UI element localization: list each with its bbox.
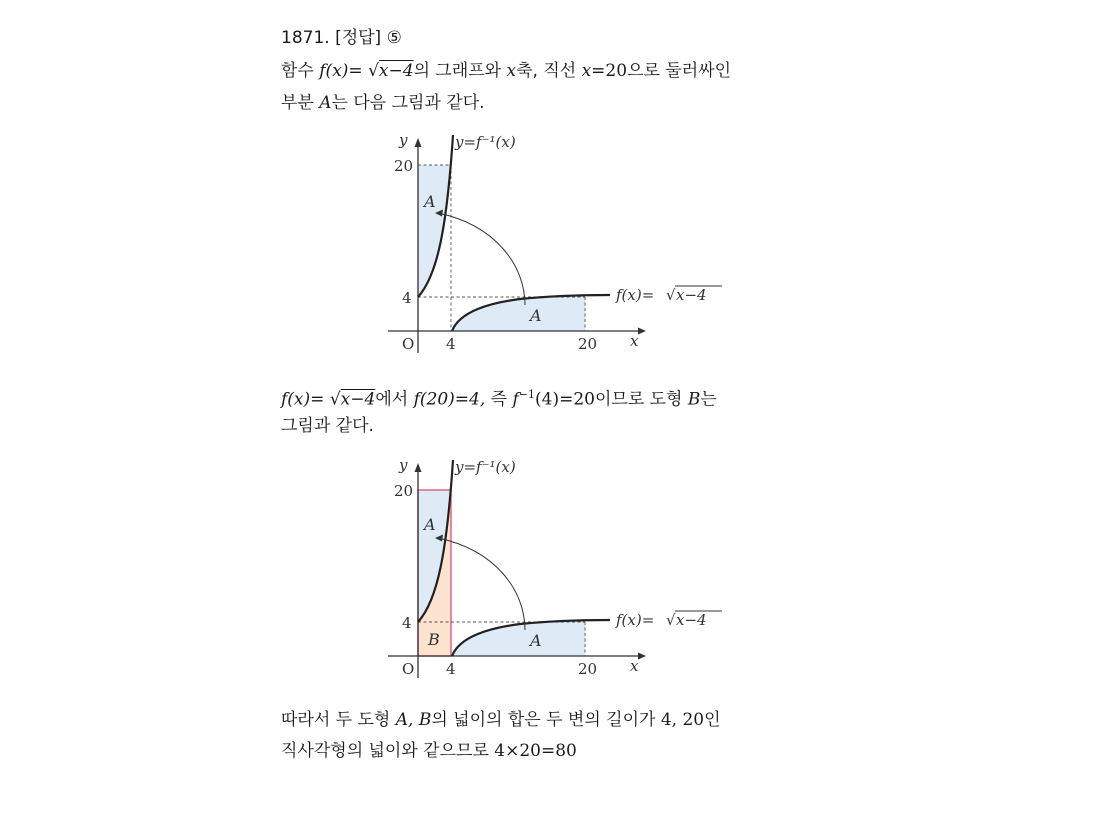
origin-label: O	[402, 660, 415, 678]
text: 축, 직선	[516, 61, 577, 81]
paragraph-4: 그림과 같다.	[281, 416, 374, 436]
math-sqrt-arg: x−4	[378, 61, 414, 81]
region-b-label: B	[428, 630, 440, 649]
text: 함수	[281, 61, 314, 81]
math-calc: 4×20=80	[494, 741, 577, 761]
problem-number: 1871.	[281, 28, 330, 48]
text: 따라서 두 도형	[281, 710, 391, 730]
paragraph-1: 함수 f(x)= √x−4의 그래프와 x축, 직선 x=20으로 둘러싸인	[281, 61, 731, 81]
inverse-label: y=f⁻¹(x)	[455, 458, 516, 476]
problem-header	[281, 27, 402, 49]
x-axis-label: x	[630, 332, 639, 350]
f-label: f(x)=	[616, 286, 655, 304]
tick-x4: 4	[446, 660, 456, 678]
f-sqrt-arg: x−4	[676, 611, 707, 629]
text: 직사각형의 넓이와 같으므로	[281, 741, 489, 761]
math-eq: =20	[591, 61, 628, 81]
x-axis-arrow	[638, 328, 646, 335]
tick-y4: 4	[402, 289, 412, 307]
math-sup: −1	[518, 388, 535, 401]
f-sqrt-sign: √	[666, 286, 676, 304]
tick-y20: 20	[394, 482, 414, 500]
math-x: x	[506, 61, 517, 81]
text: 이므로 도형	[594, 389, 683, 410]
text: 는	[700, 389, 717, 410]
paragraph-5	[281, 709, 721, 731]
math-A: A,	[395, 710, 414, 730]
math-B: B	[687, 389, 701, 410]
text: 인	[704, 710, 721, 730]
math-finv-arg: (4)=20	[535, 389, 595, 410]
tick-x20: 20	[578, 660, 598, 678]
origin-label: O	[402, 335, 415, 353]
text: 부분	[281, 93, 314, 113]
region-a-upper	[418, 165, 451, 297]
paragraph-2	[281, 92, 485, 114]
math-x: x	[581, 61, 592, 81]
region-a-lower-label: A	[530, 306, 542, 325]
x-axis-arrow	[638, 653, 646, 660]
math-f20: f(20)=4,	[413, 389, 486, 410]
math-B: B	[418, 710, 432, 730]
tick-x20: 20	[578, 335, 598, 353]
math-eq: =	[348, 61, 363, 81]
text: 는 다음 그림과 같다.	[331, 93, 485, 113]
f-label: f(x)=	[616, 611, 655, 629]
paragraph-3: f(x)= √x−4에서 f(20)=4, 즉 $f^{-1}(4)=20$이므로 도형 B는	[281, 388, 717, 410]
f-sqrt-sign: √	[666, 611, 676, 629]
f-sqrt-arg: x−4	[676, 286, 707, 304]
math-sqrt-arg: x−4	[340, 389, 376, 410]
text: 의 그래프와	[413, 61, 502, 81]
math-A: A	[319, 93, 332, 113]
math-fx: f(x)	[319, 61, 349, 81]
figure-2	[380, 450, 725, 690]
math-nums: 4, 20	[660, 710, 705, 730]
y-axis-arrow	[415, 138, 422, 147]
y-axis-arrow	[415, 463, 422, 472]
figure-1	[380, 125, 725, 365]
text: 에서	[375, 389, 409, 410]
y-axis-label: y	[399, 131, 408, 149]
text: 즉	[490, 389, 508, 410]
paragraph-6	[281, 740, 577, 762]
answer-value: ⑤	[386, 28, 402, 48]
tick-y4: 4	[402, 614, 412, 632]
region-a-lower-label: A	[530, 631, 542, 650]
tick-x4: 4	[446, 335, 456, 353]
y-axis-label: y	[399, 456, 408, 474]
region-a-upper-label: A	[424, 515, 436, 534]
x-axis-label: x	[630, 657, 639, 675]
text: 의 넓이의 합은 두 변의 길이가	[431, 710, 656, 730]
tick-y20: 20	[394, 157, 414, 175]
region-a-upper-label: A	[424, 192, 436, 211]
math-finv: f	[512, 389, 519, 410]
math-fx: f(x)	[281, 389, 311, 410]
text: 으로 둘러싸인	[627, 61, 731, 81]
answer-label: [정답]	[335, 28, 382, 48]
inverse-label: y=f⁻¹(x)	[455, 133, 516, 151]
math-eq: =	[310, 389, 325, 410]
